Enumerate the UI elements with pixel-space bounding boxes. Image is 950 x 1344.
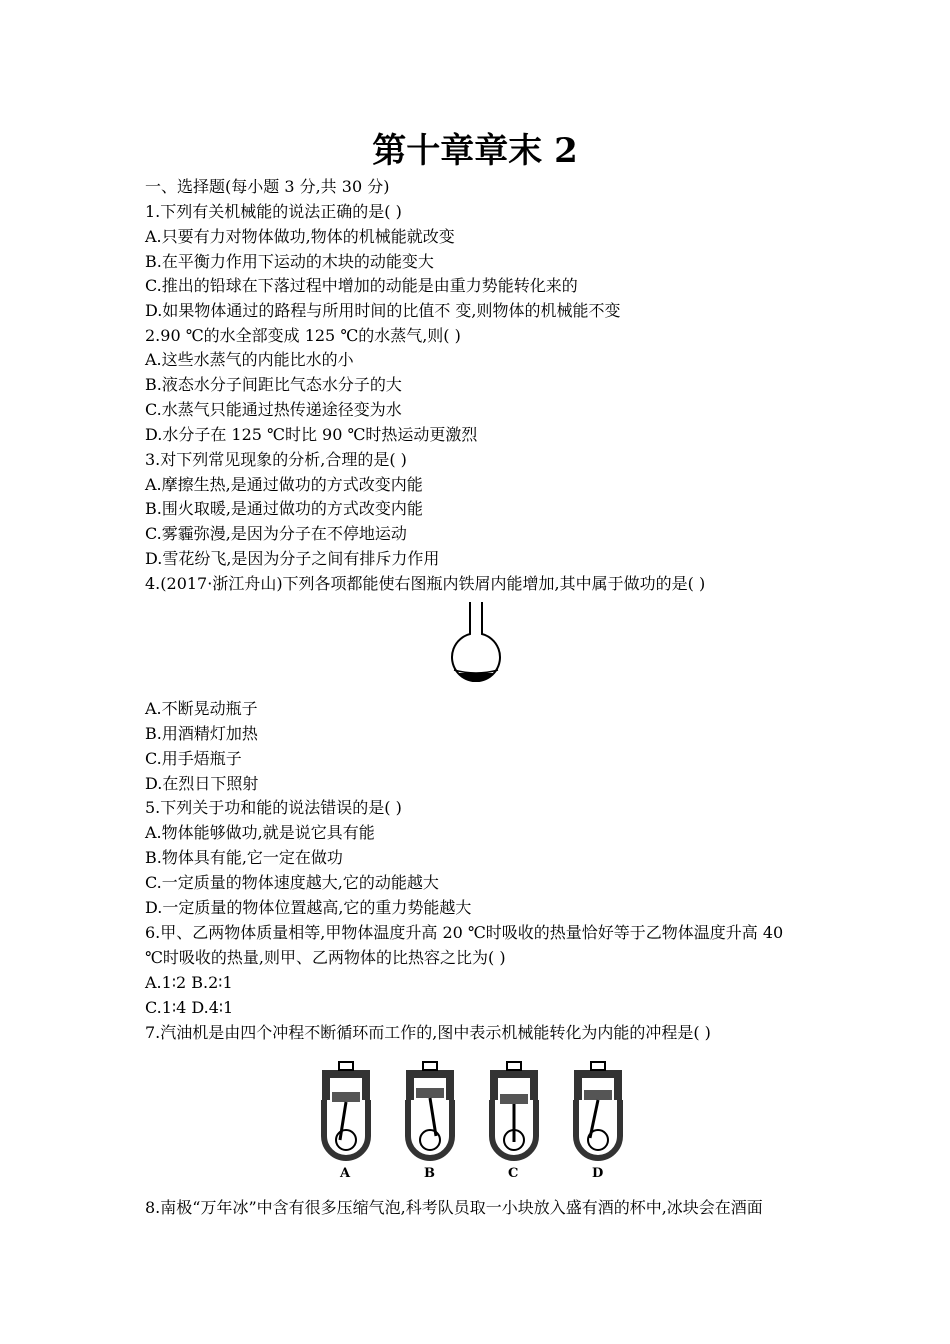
q6-options-cd: C.1∶4 D.4∶1 bbox=[145, 998, 234, 1017]
engine-strokes-figure bbox=[310, 1058, 650, 1182]
engine-label-c: C bbox=[508, 1166, 519, 1181]
engine-diagram-a bbox=[322, 1062, 370, 1181]
q8-stem: 8.南极“万年冰”中含有很多压缩气泡,科考队员取一小块放入盛有酒的杯中,冰块会在酒面 bbox=[145, 1198, 763, 1217]
q4-option-d: D.在烈日下照射 bbox=[145, 774, 259, 793]
q2-option-b: B.液态水分子间距比气态水分子的大 bbox=[145, 375, 402, 394]
q6-options-ab: A.1∶2 B.2∶1 bbox=[145, 973, 233, 992]
q1-option-b: B.在平衡力作用下运动的木块的动能变大 bbox=[145, 252, 434, 271]
q3-option-c: C.雾霾弥漫,是因为分子在不停地运动 bbox=[145, 524, 407, 543]
q5-option-d: D.一定质量的物体位置越高,它的重力势能越大 bbox=[145, 898, 472, 917]
q5-stem: 5.下列关于功和能的说法错误的是( ) bbox=[145, 798, 402, 817]
q2-option-d: D.水分子在 125 ℃时比 90 ℃时热运动更激烈 bbox=[145, 425, 478, 444]
engine-label-b: B bbox=[424, 1166, 435, 1181]
q1-option-a: A.只要有力对物体做功,物体的机械能就改变 bbox=[145, 227, 455, 246]
q1-option-c: C.推出的铅球在下落过程中增加的动能是由重力势能转化来的 bbox=[145, 276, 578, 295]
q5-option-a: A.物体能够做功,就是说它具有能 bbox=[145, 823, 375, 842]
engine-diagram-b bbox=[406, 1062, 454, 1181]
engine-diagram-d bbox=[574, 1062, 622, 1181]
q3-option-b: B.围火取暖,是通过做功的方式改变内能 bbox=[145, 499, 423, 518]
q5-option-c: C.一定质量的物体速度越大,它的动能越大 bbox=[145, 873, 439, 892]
q6-stem-line2: ℃时吸收的热量,则甲、乙两物体的比热容之比为( ) bbox=[145, 948, 506, 967]
q3-stem: 3.对下列常见现象的分析,合理的是( ) bbox=[145, 450, 407, 469]
flask-figure bbox=[448, 600, 504, 682]
q4-stem: 4.(2017·浙江舟山)下列各项都能使右图瓶内铁屑内能增加,其中属于做功的是( ) bbox=[145, 574, 706, 593]
page-title: 第十章章末 2 bbox=[372, 131, 578, 171]
section-heading: 一、选择题(每小题 3 分,共 30 分) bbox=[145, 177, 390, 196]
q4-option-a: A.不断晃动瓶子 bbox=[145, 699, 258, 718]
engine-label-d: D bbox=[592, 1166, 604, 1181]
q2-option-c: C.水蒸气只能通过热传递途径变为水 bbox=[145, 400, 402, 419]
q4-option-b: B.用酒精灯加热 bbox=[145, 724, 258, 743]
q6-stem-line1: 6.甲、乙两物体质量相等,甲物体温度升高 20 ℃时吸收的热量恰好等于乙物体温度升高 40 bbox=[145, 923, 784, 942]
q7-stem: 7.汽油机是由四个冲程不断循环而工作的,图中表示机械能转化为内能的冲程是( ) bbox=[145, 1023, 711, 1042]
q1-stem: 1.下列有关机械能的说法正确的是( ) bbox=[145, 202, 402, 221]
q4-option-c: C.用手焐瓶子 bbox=[145, 749, 242, 768]
q3-option-a: A.摩擦生热,是通过做功的方式改变内能 bbox=[145, 475, 423, 494]
q1-option-d: D.如果物体通过的路程与所用时间的比值不 变,则物体的机械能不变 bbox=[145, 301, 621, 320]
q3-option-d: D.雪花纷飞,是因为分子之间有排斥力作用 bbox=[145, 549, 440, 568]
engine-label-a: A bbox=[340, 1166, 351, 1181]
engine-diagram-c bbox=[490, 1062, 538, 1181]
q2-option-a: A.这些水蒸气的内能比水的小 bbox=[145, 350, 354, 369]
q5-option-b: B.物体具有能,它一定在做功 bbox=[145, 848, 343, 867]
q2-stem: 2.90 ℃的水全部变成 125 ℃的水蒸气,则( ) bbox=[145, 326, 461, 345]
